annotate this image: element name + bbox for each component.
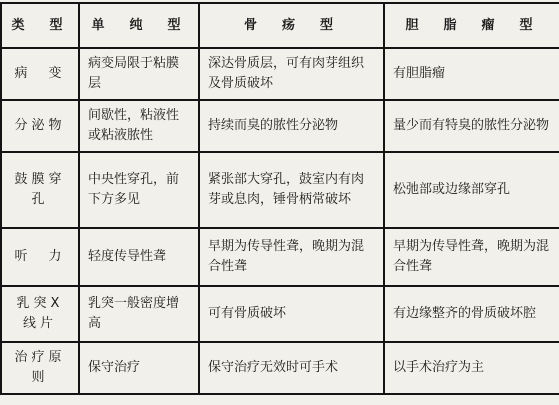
table-cell: 早期为传导性聋，晚期为混合性聋 <box>199 228 384 286</box>
header-row <box>1 3 559 48</box>
table-cell: 以手术治疗为主 <box>384 342 559 394</box>
row-label: 病 变 <box>1 48 79 100</box>
header-simple: 单 纯 型 <box>79 3 199 48</box>
table-cell: 有胆脂瘤 <box>384 48 559 100</box>
table-cell: 松弛部或边缘部穿孔 <box>384 152 559 228</box>
table-cell: 病变局限于粘膜层 <box>79 48 199 100</box>
table-cell: 有边缘整齐的骨质破坏腔 <box>384 286 559 342</box>
row-label: 听 力 <box>1 228 79 286</box>
table-cell: 轻度传导性聋 <box>79 228 199 286</box>
header-cholesteatoma: 胆 脂 瘤 型 <box>384 3 559 48</box>
row-label: 鼓膜穿孔 <box>1 152 79 228</box>
table-cell: 保守治疗 <box>79 342 199 394</box>
row-label: 乳突X线片 <box>1 286 79 342</box>
table-row <box>1 152 559 228</box>
table-cell: 紧张部大穿孔，鼓室内有肉芽或息肉，锤骨柄常破坏 <box>199 152 384 228</box>
table-cell: 深达骨质层，可有肉芽组织及骨质破坏 <box>199 48 384 100</box>
table-cell: 间歇性，粘液性或粘液脓性 <box>79 100 199 152</box>
table-cell: 可有骨质破坏 <box>199 286 384 342</box>
table-cell: 持续而臭的脓性分泌物 <box>199 100 384 152</box>
table-row <box>1 48 559 100</box>
table-cell: 乳突一般密度增高 <box>79 286 199 342</box>
table-row <box>1 228 559 286</box>
row-label: 分泌物 <box>1 100 79 152</box>
table-row <box>1 342 559 394</box>
row-label: 治疗原则 <box>1 342 79 394</box>
table-cell: 中央性穿孔，前下方多见 <box>79 152 199 228</box>
comparison-table <box>0 2 559 395</box>
table-row <box>1 286 559 342</box>
table-cell: 早期为传导性聋，晚期为混合性聋 <box>384 228 559 286</box>
header-bone-ulcer: 骨 疡 型 <box>199 3 384 48</box>
header-type: 类 型 <box>1 3 79 48</box>
table-row <box>1 100 559 152</box>
table-cell: 量少而有特臭的脓性分泌物 <box>384 100 559 152</box>
table-cell: 保守治疗无效时可手术 <box>199 342 384 394</box>
